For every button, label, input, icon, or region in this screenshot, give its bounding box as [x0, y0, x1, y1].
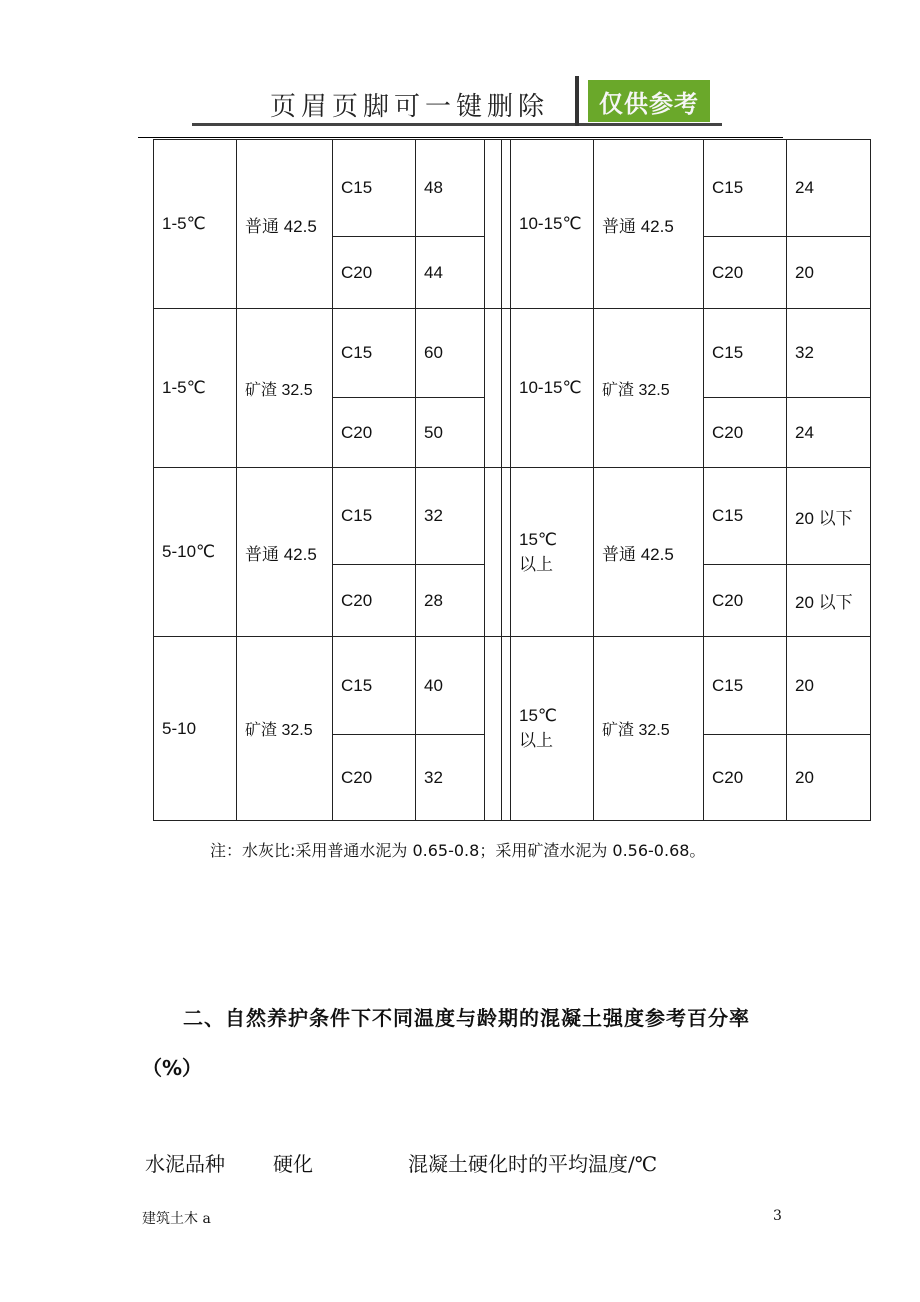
column-gap-rule: [502, 637, 511, 821]
cell-grade: C20: [333, 398, 416, 468]
cell-grade: C15: [333, 637, 416, 735]
page-header: [0, 0, 920, 140]
cell-value: 20: [787, 637, 871, 735]
table-body: [154, 140, 871, 821]
cell-grade: C20: [333, 237, 416, 309]
cell-cement-type: 矿渣 32.5: [237, 309, 333, 468]
cell-value: 48: [416, 140, 485, 237]
column-gap-rule: [502, 140, 511, 309]
cell-temperature: 10-15℃: [511, 309, 594, 468]
cell-temperature: 1-5℃: [154, 309, 237, 468]
table-row: [154, 468, 871, 565]
reference-badge: 仅供参考: [588, 80, 710, 122]
cell-cement-type: 普通 42.5: [594, 468, 704, 637]
cell-temperature: 10-15℃: [511, 140, 594, 309]
label-hardening: 硬化: [273, 1152, 313, 1176]
cell-grade: C15: [333, 140, 416, 237]
cell-value: 60: [416, 309, 485, 398]
cell-temperature: 15℃ 以上: [511, 637, 594, 821]
cell-grade: C15: [704, 637, 787, 735]
cell-value: 44: [416, 237, 485, 309]
cell-grade: C15: [704, 309, 787, 398]
cell-value: 20: [787, 237, 871, 309]
cell-value: 28: [416, 565, 485, 637]
label-cement-type: 水泥品种: [145, 1152, 225, 1176]
section-heading: 二、自然养护条件下不同温度与龄期的混凝土强度参考百分率: [183, 1006, 750, 1030]
cell-cement-type: 普通 42.5: [237, 140, 333, 309]
cell-grade: C20: [704, 735, 787, 821]
cell-grade: C20: [704, 398, 787, 468]
column-gap: [485, 140, 502, 309]
column-gap-rule: [502, 309, 511, 468]
header-title: 页眉页脚可一键删除: [270, 92, 550, 122]
header-divider: [575, 76, 579, 126]
cell-value: 32: [416, 735, 485, 821]
cell-cement-type: 普通 42.5: [594, 140, 704, 309]
cell-temperature: 5-10℃: [154, 468, 237, 637]
cell-value: 24: [787, 398, 871, 468]
cell-value: 32: [787, 309, 871, 398]
table-row: [154, 140, 871, 237]
cell-temperature: 1-5℃: [154, 140, 237, 309]
cell-grade: C20: [704, 237, 787, 309]
column-gap: [485, 637, 502, 821]
cell-cement-type: 矿渣 32.5: [594, 637, 704, 821]
cell-temperature: 5-10: [154, 637, 237, 821]
label-average-temperature: 混凝土硬化时的平均温度/℃: [408, 1152, 658, 1176]
header-underline: [192, 123, 722, 126]
cell-grade: C15: [704, 468, 787, 565]
cell-grade: C20: [333, 735, 416, 821]
table-row: [154, 637, 871, 735]
cell-grade: C15: [704, 140, 787, 237]
page-number: 3: [773, 1208, 782, 1224]
curing-table: [153, 139, 871, 821]
column-gap: [485, 309, 502, 468]
cell-grade: C20: [333, 565, 416, 637]
cell-value: 40: [416, 637, 485, 735]
cell-value: 20: [787, 735, 871, 821]
cell-grade: C15: [333, 468, 416, 565]
column-gap-rule: [502, 468, 511, 637]
footer-label: 建筑土木 a: [142, 1211, 211, 1227]
section-heading-unit: （%）: [142, 1056, 203, 1080]
cell-cement-type: 矿渣 32.5: [594, 309, 704, 468]
cell-cement-type: 矿渣 32.5: [237, 637, 333, 821]
table-row: [154, 309, 871, 398]
cell-value: 20 以下: [787, 565, 871, 637]
header-rule: [138, 137, 783, 138]
cell-cement-type: 普通 42.5: [237, 468, 333, 637]
cell-value: 24: [787, 140, 871, 237]
cell-grade: C20: [704, 565, 787, 637]
cell-temperature: 15℃ 以上: [511, 468, 594, 637]
table-note: 注：水灰比:采用普通水泥为 0.65-0.8；采用矿渣水泥为 0.56-0.68。: [210, 841, 706, 860]
cell-value: 50: [416, 398, 485, 468]
cell-grade: C15: [333, 309, 416, 398]
column-gap: [485, 468, 502, 637]
cell-value: 32: [416, 468, 485, 565]
cell-value: 20 以下: [787, 468, 871, 565]
